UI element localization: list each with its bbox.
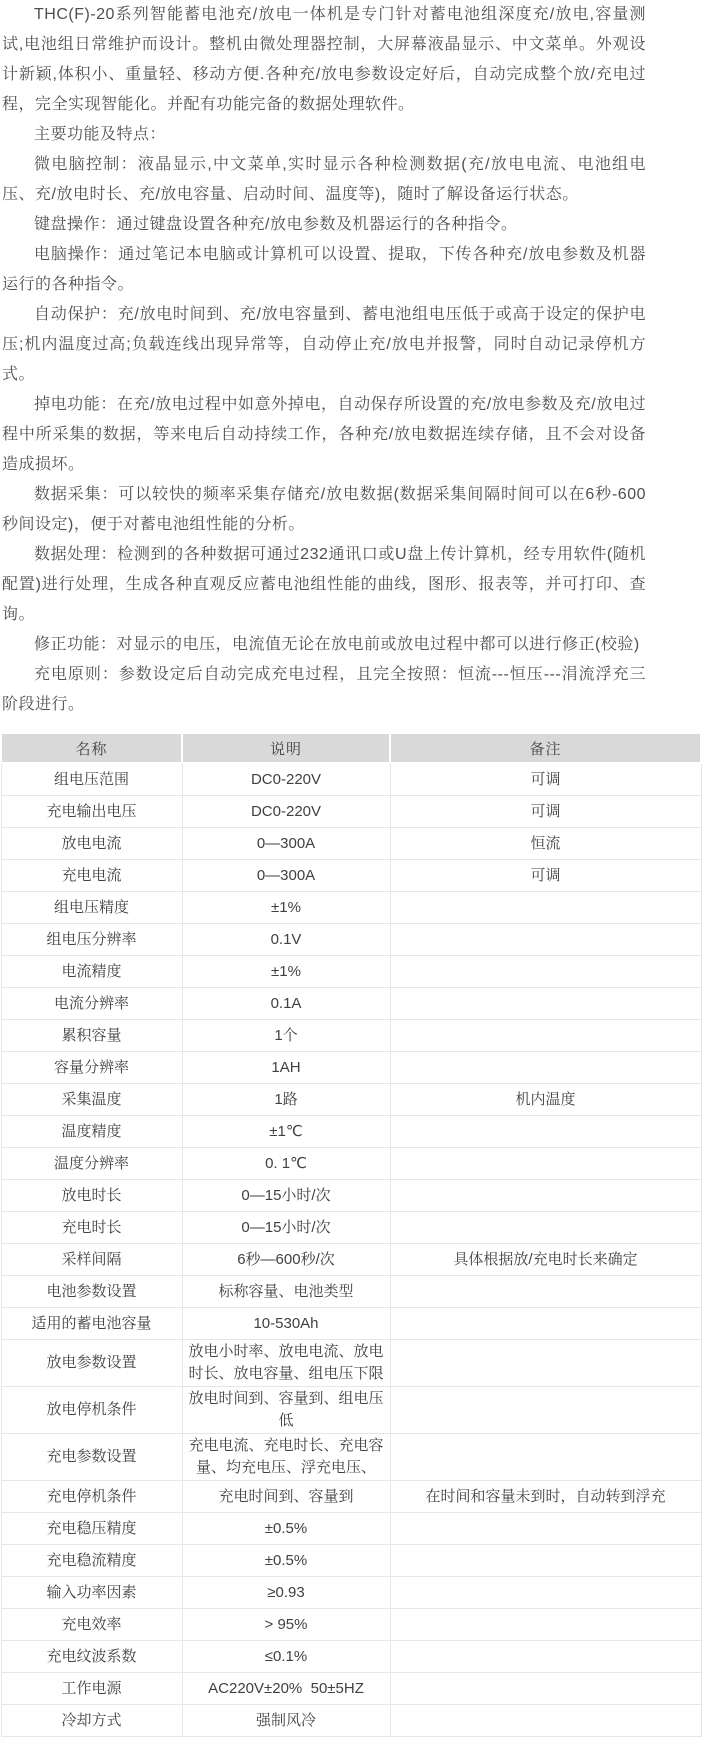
table-row [1,796,701,828]
table-cell: 充电稳流精度 [1,1545,182,1577]
table-cell: 放电小时率、放电电流、放电时长、放电容量、组电压下限 [182,1340,390,1387]
table-cell [390,1212,701,1244]
table-cell [390,1020,701,1052]
table-cell: 10-530Ah [182,1308,390,1340]
intro-paragraph: 掉电功能：在充/放电过程中如意外掉电，自动保存所设置的充/放电参数及充/放电过程中所采集的数据，等来电后自动持续工作，各种充/放电数据连续存储，且不会对设备造成损坏。 [2,396,646,473]
table-row [1,1609,701,1641]
table-cell: 可调 [390,860,701,892]
table-cell [390,1340,701,1387]
table-cell: 0.1V [182,924,390,956]
table-cell [390,1180,701,1212]
table-cell [390,1116,701,1148]
table-cell: 充电停机条件 [1,1481,182,1513]
intro-paragraph: 电脑操作：通过笔记本电脑或计算机可以设置、提取，下传各种充/放电参数及机器运行的各种指令。 [2,246,646,293]
table-cell: 0. 1℃ [182,1148,390,1180]
table-cell: 放电参数设置 [1,1340,182,1387]
table-cell: 放电电流 [1,828,182,860]
table-cell: 恒流 [390,828,701,860]
table-cell [390,956,701,988]
table-cell: 充电输出电压 [1,796,182,828]
table-cell: 适用的蓄电池容量 [1,1308,182,1340]
table-cell: 可调 [390,763,701,796]
table-cell [390,1148,701,1180]
table-row [1,1276,701,1308]
table-row [1,1052,701,1084]
table-row [1,988,701,1020]
table-cell [390,988,701,1020]
table-cell: DC0-220V [182,796,390,828]
table-cell: 采集温度 [1,1084,182,1116]
table-cell: ±1℃ [182,1116,390,1148]
table-cell [390,1052,701,1084]
table-cell: 充电稳压精度 [1,1513,182,1545]
column-header-description: 说明 [182,733,390,763]
table-cell: 0—15小时/次 [182,1180,390,1212]
intro-paragraph: 充电原则：参数设定后自动完成充电过程，且完全按照：恒流---恒压---涓流浮充三阶段进行。 [2,666,646,713]
spec-table-header [1,733,701,763]
table-cell [390,892,701,924]
table-cell: 温度分辨率 [1,1148,182,1180]
table-cell: ±0.5% [182,1545,390,1577]
intro-paragraph: 键盘操作：通过键盘设置各种充/放电参数及机器运行的各种指令。 [34,216,518,233]
table-cell [390,1673,701,1705]
table-row [1,1212,701,1244]
table-row [1,1020,701,1052]
table-cell: 电池参数设置 [1,1276,182,1308]
table-row [1,1641,701,1673]
table-cell [390,1641,701,1673]
table-cell: 组电压分辨率 [1,924,182,956]
table-cell: 标称容量、电池类型 [182,1276,390,1308]
table-cell: 0.1A [182,988,390,1020]
table-cell: 放电时长 [1,1180,182,1212]
table-row [1,924,701,956]
table-cell [390,1308,701,1340]
table-cell: ±1% [182,892,390,924]
table-cell: 充电电流、充电时长、充电容量、均充电压、浮充电压、 [182,1434,390,1481]
intro-paragraph: THC(F)-20系列智能蓄电池充/放电一体机是专门针对蓄电池组深度充/放电,容量测试,电池组日常维护而设计。整机由微处理器控制，大屏幕液晶显示、中文菜单。外观设计新颖,体积小、重量轻、移动方便.各种充/放电参数设定好后，自动完成整个放/充电过程，完全实现智能化。并配有功能完备的数据处理软件。 [2,6,646,113]
table-cell: 放电时间到、容量到、组电压低 [182,1387,390,1434]
table-row [1,860,701,892]
intro-paragraph: 微电脑控制：液晶显示,中文菜单,实时显示各种检测数据(充/放电电流、电池组电压、充/放电时长、充/放电容量、启动时间、温度等)，随时了解设备运行状态。 [2,156,646,203]
intro-paragraph: 主要功能及特点： [34,126,167,143]
table-row [1,892,701,924]
table-cell: 在时间和容量未到时，自动转到浮充 [390,1481,701,1513]
table-row [1,828,701,860]
table-cell: ≥0.93 [182,1577,390,1609]
table-cell: 电流分辨率 [1,988,182,1020]
table-cell: 充电纹波系数 [1,1641,182,1673]
table-cell: 充电电流 [1,860,182,892]
spec-table [0,732,702,1737]
table-cell: 组电压精度 [1,892,182,924]
table-cell: 电流精度 [1,956,182,988]
table-cell: 采样间隔 [1,1244,182,1276]
table-cell: ≤0.1% [182,1641,390,1673]
table-cell [390,1387,701,1434]
table-cell: AC220V±20% 50±5HZ [182,1673,390,1705]
product-description [0,0,649,720]
table-row [1,1481,701,1513]
intro-paragraph: 自动保护：充/放电时间到、充/放电容量到、蓄电池组电压低于或高于设定的保护电压;机内温度过高;负载连线出现异常等，自动停止充/放电并报警，同时自动记录停机方式。 [2,306,646,383]
table-cell: 1AH [182,1052,390,1084]
table-row [1,1116,701,1148]
intro-paragraph: 数据采集：可以较快的频率采集存储充/放电数据(数据采集间隔时间可以在6秒-600秒间设定)，便于对蓄电池组性能的分析。 [2,486,646,533]
spec-table-body [1,763,701,1737]
intro-paragraph: 数据处理：检测到的各种数据可通过232通讯口或U盘上传计算机，经专用软件(随机配置)进行处理，生成各种直观反应蓄电池组性能的曲线，图形、报表等，并可打印、查询。 [2,546,646,623]
table-row [1,956,701,988]
table-cell: 温度精度 [1,1116,182,1148]
table-cell: 6秒—600秒/次 [182,1244,390,1276]
table-row [1,1434,701,1481]
table-cell: 0—300A [182,828,390,860]
intro-paragraph: 修正功能：对显示的电压，电流值无论在放电前或放电过程中都可以进行修正(校验) [34,636,640,653]
table-cell [390,1609,701,1641]
table-row [1,1673,701,1705]
table-row [1,1180,701,1212]
column-header-name: 名称 [1,733,182,763]
table-cell: 组电压范围 [1,763,182,796]
table-cell: 输入功率因素 [1,1577,182,1609]
table-cell: 充电效率 [1,1609,182,1641]
table-row [1,1148,701,1180]
table-row [1,1545,701,1577]
table-cell: 0—300A [182,860,390,892]
table-cell: 容量分辨率 [1,1052,182,1084]
table-row [1,1084,701,1116]
table-cell: DC0-220V [182,763,390,796]
table-header-row [1,733,701,763]
table-cell: 强制风冷 [182,1705,390,1737]
table-cell: 放电停机条件 [1,1387,182,1434]
table-row [1,1340,701,1387]
table-row [1,1387,701,1434]
table-row [1,1244,701,1276]
table-cell: 1个 [182,1020,390,1052]
table-cell: 累积容量 [1,1020,182,1052]
table-cell: 充电时间到、容量到 [182,1481,390,1513]
table-cell [390,1513,701,1545]
table-cell: ±1% [182,956,390,988]
table-cell: 1路 [182,1084,390,1116]
table-cell: 0—15小时/次 [182,1212,390,1244]
table-cell: 充电参数设置 [1,1434,182,1481]
table-cell: 充电时长 [1,1212,182,1244]
table-cell [390,1276,701,1308]
table-cell [390,1705,701,1737]
table-row [1,1577,701,1609]
table-cell [390,1577,701,1609]
column-header-remark: 备注 [390,733,701,763]
table-cell: 可调 [390,796,701,828]
table-cell: ±0.5% [182,1513,390,1545]
table-cell [390,924,701,956]
table-row [1,1308,701,1340]
table-row [1,1705,701,1737]
table-cell: 机内温度 [390,1084,701,1116]
table-cell: 具体根据放/充电时长来确定 [390,1244,701,1276]
table-cell: > 95% [182,1609,390,1641]
table-cell [390,1434,701,1481]
table-cell [390,1545,701,1577]
table-row [1,763,701,796]
table-cell: 冷却方式 [1,1705,182,1737]
table-cell: 工作电源 [1,1673,182,1705]
table-row [1,1513,701,1545]
